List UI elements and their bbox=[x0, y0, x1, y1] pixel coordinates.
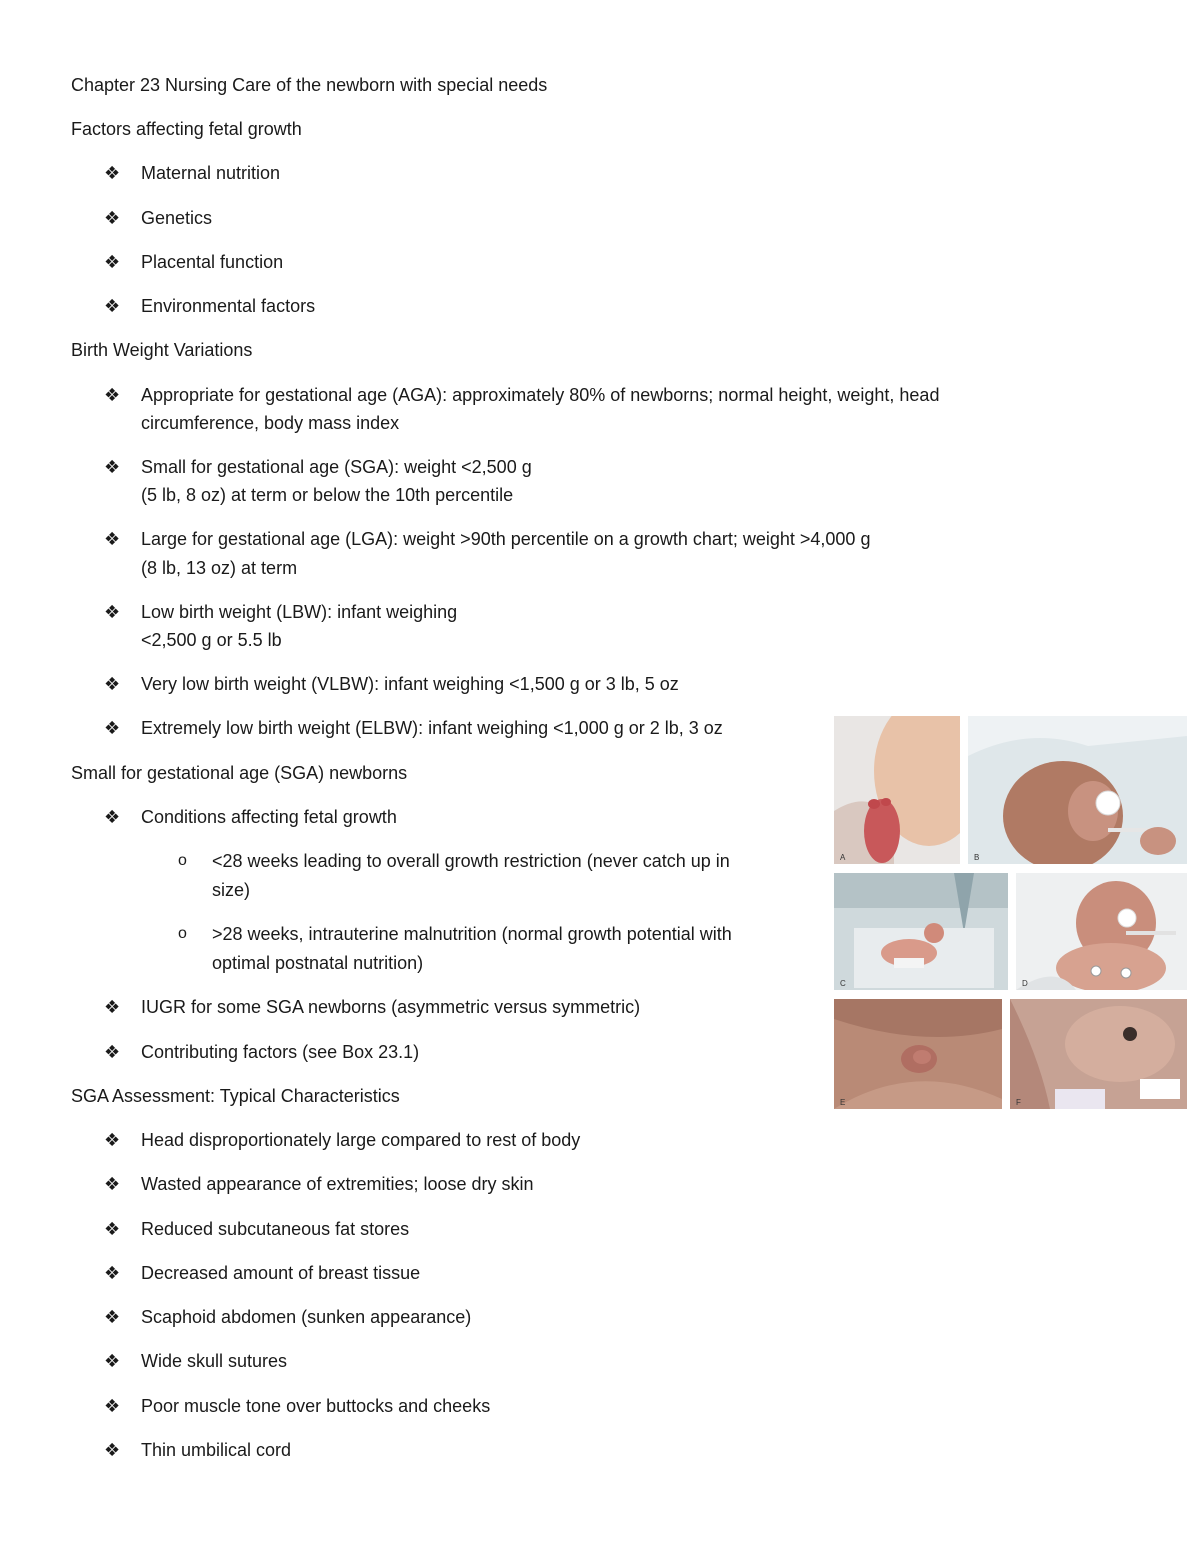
list-item: Maternal nutrition bbox=[141, 163, 281, 183]
list-item: Large for gestational age (LGA): weight >90th percentile on a growth chart; weight >4,000 g bbox=[141, 529, 871, 549]
list-item: Small for gestational age (SGA): weight <2,500 g bbox=[141, 457, 532, 477]
bullet-icon: ❖ bbox=[104, 1440, 121, 1460]
sub-list-item: <28 weeks leading to overall growth restriction (never catch up in bbox=[212, 851, 730, 871]
list-item-continuation: <2,500 g or 5.5 lb bbox=[141, 630, 282, 650]
bullet-icon: ❖ bbox=[104, 1174, 121, 1194]
list-item: Genetics bbox=[141, 208, 213, 228]
list-item-continuation: (5 lb, 8 oz) at term or below the 10th percentile bbox=[141, 485, 514, 505]
newborn-foot-photo bbox=[834, 716, 960, 864]
bullet-icon: ❖ bbox=[104, 1130, 121, 1150]
photo-label: A bbox=[840, 853, 846, 862]
bullet-icon: ❖ bbox=[104, 296, 121, 316]
list-item: Wasted appearance of extremities; loose dry skin bbox=[141, 1174, 534, 1194]
list-item: Conditions affecting fetal growth bbox=[141, 807, 397, 827]
bullet-icon: ❖ bbox=[104, 252, 121, 272]
sub-list-item-continuation: size) bbox=[212, 880, 251, 900]
list-item: IUGR for some SGA newborns (asymmetric versus symmetric) bbox=[141, 997, 641, 1017]
bullet-icon: ❖ bbox=[104, 1396, 121, 1416]
photo-label: E bbox=[840, 1098, 846, 1107]
list-item: Wide skull sutures bbox=[141, 1351, 288, 1371]
section-heading: Factors affecting fetal growth bbox=[71, 119, 302, 139]
list-item: Appropriate for gestational age (AGA): approximately 80% of newborns; normal height, weight, head bbox=[141, 385, 940, 405]
bullet-icon: ❖ bbox=[104, 1219, 121, 1239]
newborn-abdomen-photo bbox=[1010, 999, 1187, 1109]
bullet-icon: ❖ bbox=[104, 208, 121, 228]
photo-label: B bbox=[974, 853, 980, 862]
list-item: Decreased amount of breast tissue bbox=[141, 1263, 421, 1283]
list-item: Placental function bbox=[141, 252, 284, 272]
bullet-icon: ❖ bbox=[104, 997, 121, 1017]
bullet-icon: ❖ bbox=[104, 1263, 121, 1283]
section-heading: Small for gestational age (SGA) newborns bbox=[71, 763, 408, 783]
bullet-icon: ❖ bbox=[104, 385, 121, 405]
list-item: Poor muscle tone over buttocks and cheeks bbox=[141, 1396, 491, 1416]
list-item-continuation: circumference, body mass index bbox=[141, 413, 400, 433]
bullet-icon: ❖ bbox=[104, 457, 121, 477]
bullet-icon: ❖ bbox=[104, 718, 121, 738]
list-item-continuation: (8 lb, 13 oz) at term bbox=[141, 558, 298, 578]
newborn-closeup-photo bbox=[834, 999, 1002, 1109]
bullet-icon: ❖ bbox=[104, 674, 121, 694]
list-item: Extremely low birth weight (ELBW): infant weighing <1,000 g or 2 lb, 3 oz bbox=[141, 718, 723, 738]
list-item: Thin umbilical cord bbox=[141, 1440, 292, 1460]
photo-label: C bbox=[840, 979, 846, 988]
list-item: Environmental factors bbox=[141, 296, 316, 316]
list-item: Scaphoid abdomen (sunken appearance) bbox=[141, 1307, 472, 1327]
bullet-icon: ❖ bbox=[104, 163, 121, 183]
sub-bullet-icon: o bbox=[178, 852, 187, 869]
sub-list-item: >28 weeks, intrauterine malnutrition (normal growth potential with bbox=[212, 924, 732, 944]
bullet-icon: ❖ bbox=[104, 807, 121, 827]
sub-list-item-continuation: optimal postnatal nutrition) bbox=[212, 953, 424, 973]
bullet-icon: ❖ bbox=[104, 1307, 121, 1327]
bullet-icon: ❖ bbox=[104, 1042, 121, 1062]
list-item: Very low birth weight (VLBW): infant weighing <1,500 g or 3 lb, 5 oz bbox=[141, 674, 679, 694]
newborn-monitor-photo bbox=[1016, 873, 1187, 990]
list-item: Low birth weight (LBW): infant weighing bbox=[141, 602, 458, 622]
bullet-icon: ❖ bbox=[104, 529, 121, 549]
list-item: Reduced subcutaneous fat stores bbox=[141, 1219, 410, 1239]
page-title: Chapter 23 Nursing Care of the newborn with special needs bbox=[71, 75, 548, 95]
bullet-icon: ❖ bbox=[104, 1351, 121, 1371]
photo-label: D bbox=[1022, 979, 1028, 988]
list-item: Contributing factors (see Box 23.1) bbox=[141, 1042, 420, 1062]
section-heading: SGA Assessment: Typical Characteristics bbox=[71, 1086, 400, 1106]
section-heading: Birth Weight Variations bbox=[71, 340, 253, 360]
newborn-incubator-photo bbox=[834, 873, 1008, 990]
photo-label: F bbox=[1016, 1098, 1021, 1107]
list-item: Head disproportionately large compared to rest of body bbox=[141, 1130, 581, 1150]
newborn-head-photo bbox=[968, 716, 1187, 864]
sub-bullet-icon: o bbox=[178, 925, 187, 942]
bullet-icon: ❖ bbox=[104, 602, 121, 622]
